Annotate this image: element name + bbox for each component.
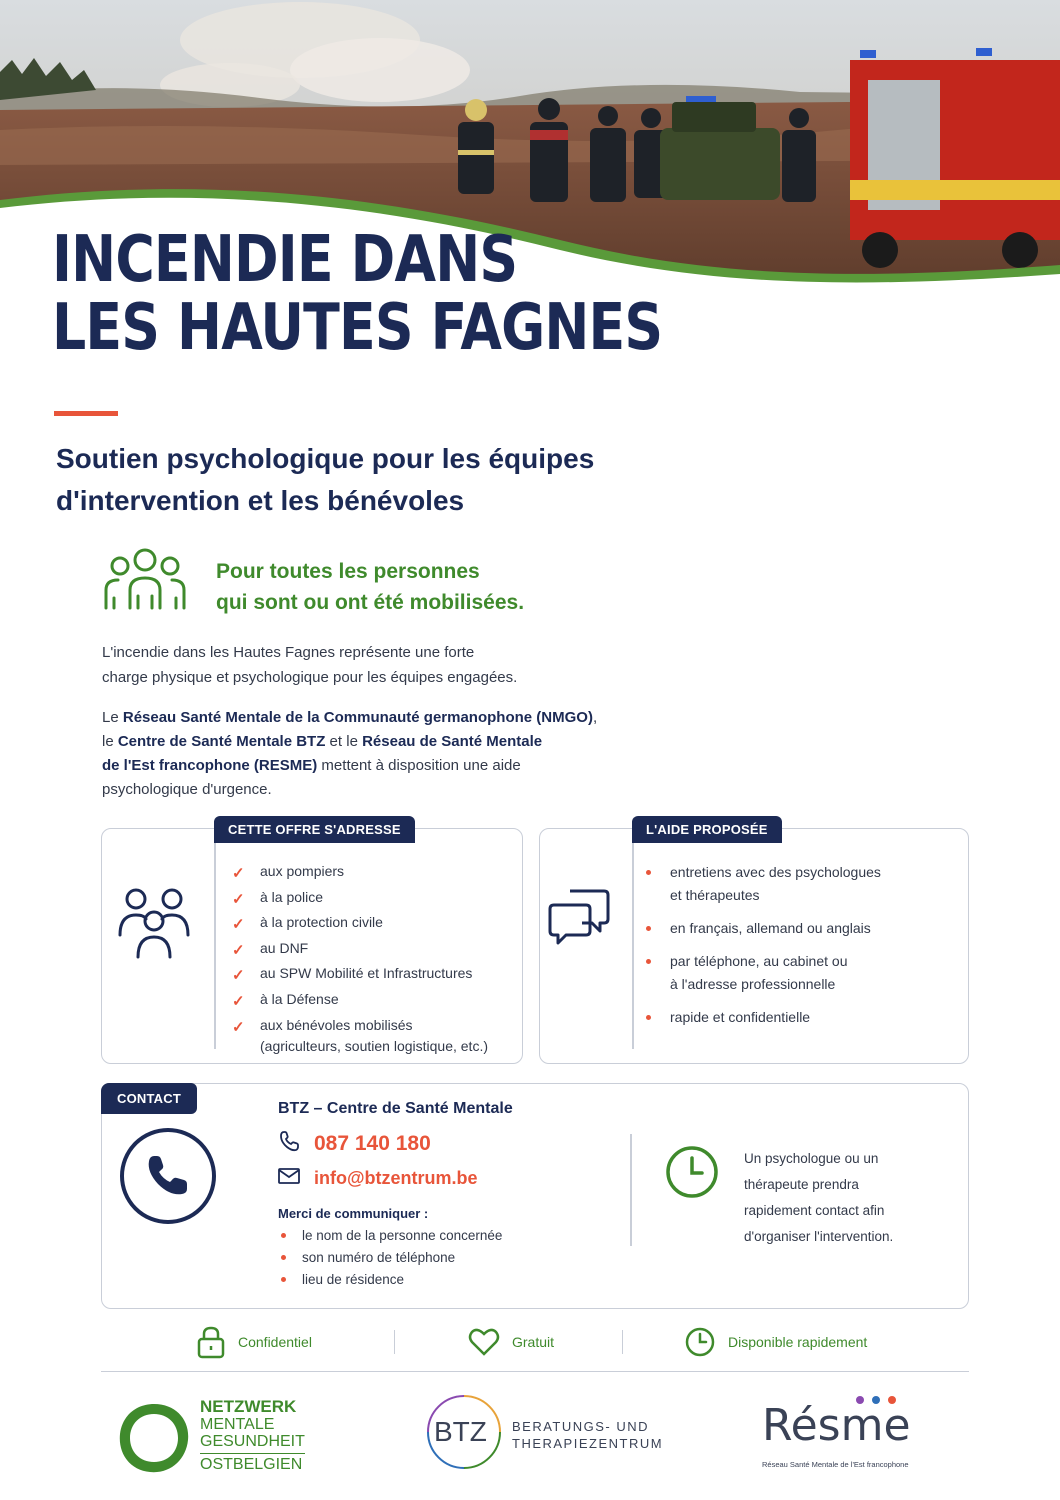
- list-item: [644, 1006, 881, 1029]
- phone-number[interactable]: 087 140 180: [314, 1131, 431, 1155]
- partner-resme-2: de l'Est francophone (RESME): [102, 757, 318, 774]
- aid-box: [539, 822, 969, 1064]
- partners-line-2: [102, 730, 702, 754]
- group-icon: [100, 546, 190, 614]
- logo-line: NETZWERK: [200, 1397, 297, 1416]
- netzwerk-text: [200, 1398, 305, 1473]
- subtitle-line-2: d'intervention et les bénévoles: [56, 485, 465, 516]
- netzwerk-ring-mark: [114, 1398, 194, 1478]
- item-text-continued: (agriculteurs, soutien logistique, etc.): [260, 1038, 488, 1054]
- phone-row[interactable]: [278, 1130, 431, 1157]
- list-item: [644, 917, 881, 940]
- partners-paragraph: [102, 706, 702, 802]
- audience-line-2: qui sont ou ont été mobilisées.: [216, 591, 525, 614]
- delay-line: d'organiser l'intervention.: [744, 1229, 894, 1244]
- delay-line: Un psychologue ou un: [744, 1151, 879, 1166]
- check-icon: ✓: [232, 916, 245, 933]
- audience-line-1: Pour toutes les personnes: [216, 560, 480, 583]
- btz-mark: BTZ: [434, 1416, 487, 1447]
- resme-tagline: Réseau Santé Mentale de l'Est francophone: [762, 1460, 909, 1469]
- features-row: [196, 1322, 896, 1362]
- contact-box: [101, 1083, 969, 1309]
- item-text-continued: à l'adresse professionnelle: [670, 976, 836, 992]
- partner-btz: Centre de Santé Mentale BTZ: [117, 733, 326, 750]
- bullet: [646, 1015, 651, 1020]
- feature-free: [468, 1322, 554, 1362]
- feature-available: [684, 1322, 867, 1362]
- partner-resme-1: Réseau de Santé Mentale: [362, 733, 543, 750]
- item-text: par téléphone, au cabinet ou: [670, 953, 848, 969]
- list-item: [232, 987, 488, 1013]
- email-address[interactable]: info@btzentrum.be: [314, 1168, 478, 1188]
- item-text: lieu de résidence: [302, 1272, 405, 1287]
- resme-logo: [762, 1392, 962, 1476]
- item-text: en français, allemand ou anglais: [670, 920, 871, 936]
- partners-line-4: psychologique d'urgence.: [102, 781, 272, 798]
- list-item: [644, 861, 881, 907]
- list-item: [232, 936, 488, 962]
- bullet: [281, 1233, 286, 1238]
- text: mettent à disposition une aide: [317, 757, 521, 774]
- list-item: [278, 1225, 502, 1247]
- btz-text: [512, 1418, 663, 1452]
- clock-small-icon: [684, 1326, 716, 1358]
- item-text-continued: et thérapeutes: [670, 887, 760, 903]
- bullet: [646, 870, 651, 875]
- check-icon: ✓: [232, 941, 245, 959]
- contact-org: BTZ – Centre de Santé Mentale: [278, 1100, 513, 1117]
- offer-tab: CETTE OFFRE S'ADRESSE: [214, 816, 415, 843]
- intro-paragraph: [102, 640, 682, 690]
- item-text: entretiens avec des psychologues: [670, 864, 881, 880]
- aid-list: [644, 861, 881, 1039]
- aid-tab: L'AIDE PROPOSÉE: [632, 816, 782, 843]
- list-item: [644, 950, 881, 996]
- check-icon: ✓: [232, 1019, 245, 1036]
- check-icon: ✓: [232, 992, 245, 1010]
- list-item: [232, 961, 488, 987]
- offer-list: [232, 859, 488, 1057]
- check-icon: ✓: [232, 865, 245, 882]
- page-title: [52, 223, 663, 365]
- divider: [632, 843, 634, 1049]
- logo-line: THERAPIEZENTRUM: [512, 1436, 664, 1451]
- item-text: au SPW Mobilité et Infrastructures: [260, 965, 473, 981]
- logo-line: MENTALE: [200, 1416, 275, 1433]
- intro-line-2: charge physique et psychologique pour les équipes engagées.: [102, 669, 518, 686]
- email-row[interactable]: [278, 1168, 478, 1189]
- bullet: [281, 1255, 286, 1260]
- partner-nmgo: Réseau Santé Mentale de la Communauté germanophone (NMGO): [122, 709, 593, 726]
- list-item: [232, 910, 488, 936]
- list-item: [278, 1247, 502, 1269]
- item-text: à la protection civile: [260, 914, 383, 930]
- contact-tab: CONTACT: [101, 1083, 197, 1114]
- check-icon: ✓: [232, 890, 245, 908]
- item-text: son numéro de téléphone: [302, 1250, 456, 1265]
- delay-line: thérapeute prendra: [744, 1177, 859, 1192]
- lock-icon: [196, 1325, 226, 1359]
- heart-icon: [468, 1327, 500, 1357]
- check-icon: ✓: [232, 967, 245, 984]
- item-text: aux bénévoles mobilisés: [260, 1017, 413, 1033]
- footer-divider: [101, 1371, 969, 1372]
- audience-heading: [216, 556, 524, 618]
- feature-label: Disponible rapidement: [728, 1334, 868, 1350]
- item-text: à la Défense: [260, 990, 339, 1007]
- list-item: [278, 1269, 502, 1291]
- list-item: [232, 1015, 488, 1057]
- title-line-1: INCENDIE DANS: [52, 223, 518, 297]
- chat-icon: [548, 885, 612, 949]
- text: ,: [592, 709, 598, 726]
- offer-box: [101, 822, 523, 1064]
- item-text: rapide et confidentielle: [670, 1009, 811, 1025]
- clock-icon: [664, 1144, 720, 1200]
- resme-wordmark: Résme: [762, 1400, 911, 1451]
- item-text: à la police: [260, 888, 324, 905]
- subtitle-line-1: Soutien psychologique pour les équipes: [56, 443, 595, 474]
- btz-logo: [424, 1392, 684, 1482]
- item-text: au DNF: [260, 939, 309, 956]
- bullet: [646, 926, 651, 931]
- text: et le: [325, 733, 363, 750]
- divider: [394, 1330, 395, 1354]
- divider: [622, 1330, 623, 1354]
- item-text: le nom de la personne concernée: [302, 1228, 503, 1243]
- feature-label: Confidentiel: [238, 1334, 312, 1350]
- delay-text: [744, 1146, 944, 1250]
- netzwerk-logo: [114, 1398, 344, 1478]
- text: le: [102, 733, 118, 750]
- phone-icon: [120, 1128, 216, 1224]
- mail-icon: [278, 1168, 300, 1189]
- divider: [214, 843, 216, 1049]
- merci-heading: Merci de communiquer :: [278, 1206, 429, 1221]
- bullet: [646, 959, 651, 964]
- logo-line: GESUNDHEIT: [200, 1433, 305, 1450]
- intro-line-1: L'incendie dans les Hautes Fagnes représente une forte: [102, 644, 475, 661]
- logo-line: BERATUNGS- UND: [512, 1419, 650, 1434]
- partners-line-1: [102, 706, 702, 730]
- people-icon: [116, 885, 192, 959]
- feature-label: Gratuit: [512, 1334, 555, 1350]
- bullet: [281, 1277, 286, 1282]
- list-item: [232, 885, 488, 911]
- partners-line-3: [102, 754, 702, 778]
- phone-small-icon: [278, 1130, 300, 1157]
- delay-line: rapidement contact afin: [744, 1203, 885, 1218]
- subtitle: [56, 438, 594, 522]
- divider: [630, 1134, 632, 1246]
- feature-confidential: [196, 1322, 312, 1362]
- text: Le: [102, 709, 123, 726]
- merci-list: [278, 1225, 502, 1291]
- title-accent-rule: [54, 411, 118, 416]
- item-text: aux pompiers: [260, 863, 345, 879]
- list-item: [232, 859, 488, 885]
- title-line-2: LES HAUTES FAGNES: [52, 291, 663, 365]
- logo-line: OSTBELGIEN: [200, 1453, 305, 1473]
